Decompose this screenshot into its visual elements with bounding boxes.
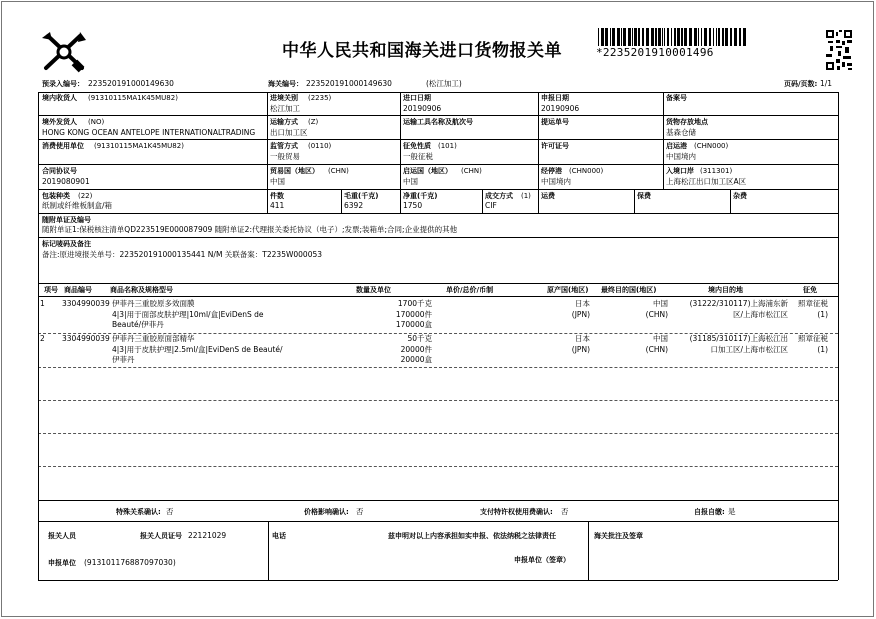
goods-1-name-line-2: 4|3|用于面部皮肤护理|10ml/盒|EviDenS de [112, 310, 264, 319]
goods-2-qty-line-1: 50千克 [407, 334, 432, 343]
barcode-bar [734, 28, 737, 46]
barcode-bar [739, 28, 741, 46]
barcode-bar [718, 28, 720, 46]
special-relation-label: 特殊关系确认: [116, 508, 161, 516]
customs-office: (松江加工) [426, 79, 462, 88]
barcode-bar [704, 28, 707, 46]
contract-value: 2019080901 [42, 177, 90, 186]
rule-line [38, 164, 838, 165]
contract-label: 合同协议号 [42, 167, 77, 175]
origin-port-code: (CHN000) [694, 142, 729, 150]
barcode-bar [716, 28, 717, 46]
remarks-value: 备注:原进境报关单号：223520191000135441 N/M 关联备案：T2235W000053 [42, 250, 323, 259]
barcode-bar [725, 28, 728, 46]
transport-mode-code: (Z) [308, 118, 319, 126]
dashed-separator [38, 400, 838, 401]
barcode-bar [617, 28, 620, 46]
stopover-label: 经停港 [541, 167, 562, 175]
deal-mode-code: (1) [521, 192, 531, 200]
storage-place-value: 基森仓储 [666, 128, 696, 137]
barcode [598, 28, 748, 46]
goods-2-name-line-2: 4|3|用于皮肤护理|2.5ml/盒|EviDenS de Beauté/ [112, 345, 283, 354]
phone-label: 电话 [272, 532, 286, 540]
misc-label: 杂费 [733, 192, 747, 200]
net-weight-value: 1750 [403, 201, 423, 210]
page-value: 1/1 [820, 79, 833, 88]
trade-country-value: 中国 [270, 177, 285, 186]
goods-header-origin: 原产国(地区) [547, 286, 589, 294]
barcode-bar [681, 28, 683, 46]
customs-no-label: 海关编号： [268, 80, 303, 88]
origin-port-value: 中国境内 [666, 152, 696, 161]
entry-point-value: 上海松江出口加工区A区 [666, 177, 747, 186]
goods-header-code: 商品编号 [64, 286, 92, 294]
rule-line [38, 115, 838, 116]
attached-docs-label: 随附单证及编号 [42, 216, 91, 224]
goods-header-no: 项号 [44, 286, 58, 294]
tax-nature-value: 一般征税 [403, 152, 433, 161]
deal-mode-value: CIF [485, 201, 497, 210]
barcode-bar [689, 28, 692, 46]
rule-line [838, 92, 839, 580]
barcode-bar [632, 28, 633, 46]
barcode-bar [642, 28, 644, 46]
goods-2-name-line-3: 伊菲丹 [112, 355, 135, 364]
self-declare-value: 是 [728, 507, 736, 516]
stopover-code: (CHN000) [569, 167, 604, 175]
rule-line [482, 189, 483, 213]
barcode-bar [605, 28, 608, 46]
rule-line [38, 139, 838, 140]
declare-unit-value: (913101176887097030) [84, 558, 176, 567]
rule-line [268, 521, 269, 580]
overseas-shipper-code: (NO) [88, 118, 105, 126]
barcode-bar [610, 28, 611, 46]
goods-2-origin-code: (JPN) [571, 345, 590, 354]
goods-1-dest-country-name: 中国 [653, 299, 668, 308]
barcode-bar [646, 28, 649, 46]
rule-line [38, 92, 39, 580]
goods-header-dest-place: 境内目的地 [708, 286, 743, 294]
barcode-bar [612, 28, 615, 46]
goods-header-name: 商品名称及规格型号 [110, 286, 173, 294]
goods-2-dest-country-code: (CHN) [645, 345, 668, 354]
import-date-value: 20190906 [403, 104, 442, 113]
rule-line [38, 189, 838, 190]
rule-line [38, 92, 838, 93]
barcode-bar [638, 28, 641, 46]
rule-line [267, 92, 268, 213]
goods-2-no: 2 [40, 334, 45, 343]
barcode-bar [655, 28, 657, 46]
goods-header-dest-country: 最终目的国(地区) [601, 286, 657, 294]
dashed-separator [38, 433, 838, 434]
goods-2-dest-place-line-1: (31185/310117)上海松江出 [689, 334, 788, 343]
supervision-code: (0110) [308, 142, 332, 150]
declarant-cert-value: 22121029 [188, 531, 227, 540]
barcode-bar [601, 28, 604, 46]
goods-1-origin-code: (JPN) [571, 310, 590, 319]
goods-2-code: 3304990039 [62, 334, 110, 343]
barcode-bar [722, 28, 723, 46]
insurance-label: 保费 [637, 192, 651, 200]
barcode-bar [664, 28, 665, 46]
liability-statement: 兹申明对以上内容承担如实申报、依法纳税之法律责任 [388, 532, 556, 540]
storage-place-label: 货物存放地点 [666, 118, 708, 126]
consumer-code: (91310115MA1K45MU82) [94, 142, 184, 150]
rule-line [538, 92, 539, 213]
page-label: 页码/页数: [784, 80, 818, 88]
barcode-bar [628, 28, 631, 46]
goods-1-code: 3304990039 [62, 299, 110, 308]
declare-unit-sign-label: 申报单位（签章） [514, 556, 570, 564]
supervision-value: 一般贸易 [270, 152, 300, 161]
entry-port-code: (2235) [308, 94, 332, 102]
tax-nature-label: 征免性质 [403, 142, 431, 150]
import-date-label: 进口日期 [403, 94, 431, 102]
rule-line [663, 92, 664, 189]
barcode-bar [698, 28, 699, 46]
barcode-bar [623, 28, 626, 46]
consumer-label: 消费使用单位 [42, 142, 84, 150]
entry-port-label: 进境关别 [270, 94, 298, 102]
departure-country-code: (CHN) [461, 167, 482, 175]
record-no-label: 备案号 [666, 94, 687, 102]
rule-line [38, 237, 838, 238]
declare-date-value: 20190906 [541, 104, 580, 113]
goods-header-tax: 征免 [803, 286, 817, 294]
rule-line [38, 580, 838, 581]
pre-entry-value: 223520191000149630 [88, 79, 174, 88]
deal-mode-label: 成交方式 [485, 192, 513, 200]
goods-2-tax-line-1: 照章征税 [798, 334, 828, 343]
barcode-bar [730, 28, 732, 46]
goods-1-dest-country-code: (CHN) [645, 310, 668, 319]
price-impact-value: 否 [356, 507, 364, 516]
rule-line [38, 283, 838, 284]
package-type-code: (22) [78, 192, 93, 200]
net-weight-label: 净重(千克) [403, 192, 438, 200]
goods-2-dest-place-line-2: 口加工区/上海市松江区 [710, 345, 788, 354]
pieces-label: 件数 [270, 192, 284, 200]
rule-line [38, 521, 838, 522]
rule-line [38, 296, 838, 297]
departure-country-label: 启运国（地区） [403, 167, 452, 175]
barcode-bar [709, 28, 711, 46]
rule-line [400, 92, 401, 213]
declare-date-label: 申报日期 [541, 94, 569, 102]
goods-2-qty-line-3: 20000盒 [400, 355, 432, 364]
barcode-bar [674, 28, 676, 46]
goods-1-origin-name: 日本 [575, 299, 590, 308]
dashed-separator [38, 466, 838, 467]
goods-1-dest-place-line-1: (31222/310117)上海浦东新 [689, 299, 788, 308]
departure-country-value: 中国 [403, 177, 418, 186]
barcode-bar [658, 28, 661, 46]
customs-emblem-icon [40, 30, 88, 74]
gross-weight-label: 毛重(千克) [344, 192, 379, 200]
goods-header-price: 单价/总价/币制 [446, 286, 494, 294]
pre-entry-label: 预录入编号： [42, 80, 84, 88]
goods-2-dest-country-name: 中国 [653, 334, 668, 343]
barcode-text: *2235201910001496 [596, 46, 714, 59]
barcode-bar [621, 28, 622, 46]
barcode-bar [684, 28, 687, 46]
goods-2-qty-line-2: 20000件 [400, 345, 432, 354]
pieces-value: 411 [270, 201, 285, 210]
gross-weight-value: 6392 [344, 201, 364, 210]
barcode-bar [677, 28, 680, 46]
attached-docs-value: 随附单证1:保税核注清单QD223519E000087909 随附单证2:代理报关委托协议（电子）;发票;装箱单;合同;企业提供的其他 [42, 225, 458, 234]
declarant-cert-label: 报关人员证号 [140, 532, 182, 540]
goods-2-origin-name: 日本 [575, 334, 590, 343]
supervision-label: 监管方式 [270, 142, 298, 150]
package-type-value: 纸制或纤维板制盒/箱 [42, 201, 113, 210]
remarks-label: 标记唛码及备注 [42, 240, 91, 248]
rule-line [730, 189, 731, 213]
goods-1-dest-place-line-2: 区/上海市松江区 [732, 310, 788, 319]
goods-1-tax-line-1: 照章征税 [798, 299, 828, 308]
declare-unit-label: 申报单位 [48, 559, 76, 567]
dashed-separator [38, 367, 838, 368]
goods-1-name-line-3: Beauté/伊菲丹 [112, 320, 164, 329]
barcode-bar [671, 28, 672, 46]
bill-no-label: 提运单号 [541, 118, 569, 126]
customs-no-value: 223520191000149630 [306, 79, 392, 88]
transport-tool-label: 运输工具名称及航次号 [403, 118, 473, 126]
goods-1-no: 1 [40, 299, 45, 308]
barcode-bar [634, 28, 637, 46]
goods-1-tax-line-2: (1) [817, 310, 828, 319]
barcode-bar [723, 28, 724, 46]
barcode-bar [743, 28, 746, 46]
entry-port-value: 松江加工 [270, 104, 300, 113]
package-type-label: 包装种类 [42, 192, 70, 200]
barcode-bar [701, 28, 702, 46]
entry-point-label: 入境口岸 [666, 167, 694, 175]
barcode-bar [713, 28, 714, 46]
rule-line [38, 213, 838, 214]
trade-country-code: (CHN) [328, 167, 349, 175]
rule-line [341, 189, 342, 213]
rule-line [588, 521, 589, 580]
declarant-label: 报关人员 [48, 532, 76, 540]
goods-1-qty-line-3: 170000盒 [395, 320, 432, 329]
goods-header-qty: 数量及单位 [356, 286, 391, 294]
goods-1-qty-line-2: 170000件 [395, 310, 432, 319]
license-label: 许可证号 [541, 142, 569, 150]
goods-2-name-line-1: 伊菲丹三重胶原面部精华 [112, 334, 195, 343]
self-declare-label: 自报自缴: [694, 508, 725, 516]
document-title: 中华人民共和国海关进口货物报关单 [282, 41, 562, 61]
tax-nature-code: (101) [438, 142, 457, 150]
goods-1-qty-line-1: 1700千克 [397, 299, 432, 308]
stopover-value: 中国境内 [541, 177, 571, 186]
overseas-shipper-label: 境外发货人 [42, 118, 77, 126]
transport-mode-value: 出口加工区 [270, 128, 308, 137]
goods-2-tax-line-2: (1) [817, 345, 828, 354]
rule-line [634, 189, 635, 213]
royalty-label: 支付特许权使用费确认: [480, 508, 553, 516]
royalty-value: 否 [561, 507, 569, 516]
trade-country-label: 贸易国（地区） [270, 167, 319, 175]
barcode-bar [667, 28, 669, 46]
price-impact-label: 价格影响确认: [304, 508, 349, 516]
overseas-shipper-value: HONG KONG OCEAN ANTELOPE INTERNATIONALTRADING [42, 128, 256, 137]
domestic-consignee-label: 境内收货人 [42, 94, 77, 102]
special-relation-value: 否 [166, 507, 174, 516]
customs-note-label: 海关批注及签章 [594, 532, 643, 540]
goods-1-name-line-1: 伊菲丹三重胶原多效面膜 [112, 299, 195, 308]
barcode-bar [662, 28, 663, 46]
domestic-consignee-code: (91310115MA1K45MU82) [88, 94, 178, 102]
freight-label: 运费 [541, 192, 555, 200]
barcode-bar [651, 28, 654, 46]
qr-code-icon [826, 30, 852, 70]
transport-mode-label: 运输方式 [270, 118, 298, 126]
origin-port-label: 启运港 [666, 142, 687, 150]
barcode-bar [694, 28, 697, 46]
barcode-bar [598, 28, 599, 46]
entry-point-code: (311301) [700, 167, 733, 175]
rule-line [38, 500, 838, 501]
